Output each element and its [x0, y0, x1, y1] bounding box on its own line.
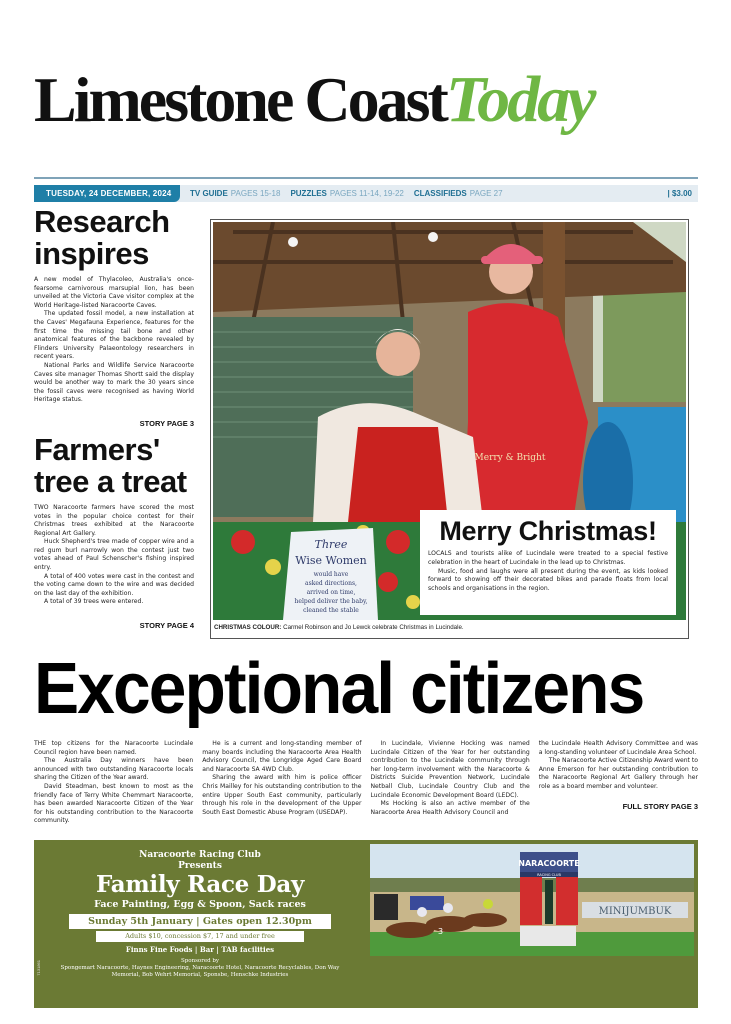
edition-nav-strip [34, 185, 698, 202]
paragraph: Music, food and laughs were all present during the event, as kids looked forward to showing off their decorated bikes and parade floats from local schools and organisations in the region. [428, 567, 668, 593]
nav-pages: PAGES 15-18 [230, 189, 281, 198]
caption-text: Carmel Robinson and Jo Lewck celebrate Christmas in Lucindale. [281, 624, 464, 631]
story-page-link[interactable]: STORY PAGE 4 [139, 621, 194, 631]
cover-price: | $3.00 [667, 189, 692, 198]
svg-text:NARACOORTE: NARACOORTE [518, 859, 580, 868]
ad-presents: Presents [178, 861, 222, 871]
nav-item-puzzles[interactable] [290, 189, 403, 198]
ad-club-name: Naracoorte Racing Club [139, 850, 261, 860]
paragraph: TWO Naracoorte farmers have scored the most votes in the popular choice contest for their Christmas trees exhibited at the Naracoorte Regional Art Gallery. [34, 503, 194, 537]
svg-text:3: 3 [438, 927, 444, 936]
svg-text:Three: Three [314, 538, 348, 551]
paragraph: The Australia Day winners have been announced with two outstanding Naracoorte locals sharing the Citizen of the Year award. [34, 757, 194, 782]
story-headline[interactable]: Farmers' tree a treat [34, 431, 187, 499]
story-page-link[interactable]: STORY PAGE 3 [139, 418, 194, 428]
svg-text:arrived on time,: arrived on time, [306, 589, 356, 596]
paragraph: THE top citizens for the Naracoorte Lucindale Council region have been named. [34, 740, 194, 756]
story-body [34, 276, 194, 405]
nav-label: CLASSIFIEDS [413, 189, 467, 198]
nav-item-tv-guide[interactable] [190, 189, 280, 198]
ad-sponsors-list: Spongemart Naracoorte, Haynes Engineering, Naracoorte Hotel, Naracoorte Recyclables, Don Way Memorial, Bob Wehrt Memorial, Sponsbe, Henschke Industries [60, 965, 340, 978]
svg-text:RACING CLUB: RACING CLUB [537, 873, 561, 877]
masthead-divider [34, 177, 698, 179]
paragraph: He is a current and long-standing member of many boards including the Naracoorte Area Health Advisory Council, the Longridge Aged Care Board and Naracoorte SA 4WD Club. [202, 740, 362, 773]
svg-text:Merry & Bright: Merry & Bright [474, 453, 546, 463]
nav-pages: PAGE 27 [469, 189, 503, 198]
race-day-advertisement[interactable] [34, 840, 698, 1008]
paragraph: In Lucindale, Vivienne Hocking was named Lucindale Citizen of the Year for her outstanding contribution to the Lucindale community through her long-term involvement with the Naracoorte & Districts Suicide Prevention Network, Lucindale Netball Club, Lucindale Country Club and the Lucindale Economic Development Board (LEDC). [370, 740, 530, 799]
paragraph: A total of 400 votes were cast in the contest and the voting came down to the wire and was decided on the last day of the exhibition. [34, 572, 194, 597]
race-photo [370, 844, 694, 956]
lead-headline[interactable]: Exceptional citizens [34, 649, 644, 729]
paragraph: A new model of Thylacoleo, Australia's once-fearsome carnivorous marsupial lion, has been unveiled at the Victoria Cave visitor complex at the World Heritage-listed Naracoorte Caves. [34, 276, 194, 309]
paragraph: National Parks and Wildlife Service Naracoorte Caves site manager Thomas Shortt said the display would be another way to mark the 30 years since the fossil caves were recognised as having World Heritage status. [34, 361, 194, 404]
paragraph: LOCALS and tourists alike of Lucindale were treated to a special festive celebration in the heart of Lucindale in the lead up to Christmas. [428, 550, 668, 566]
feature-overlay-box [420, 510, 676, 615]
paragraph: The updated fossil model, a new installation at the Caves' Megafauna Experience, features for the first time the missing tail bone and other anatomical features of the backbone revealed by Flinders University Palaeontology researchers in recent years. [34, 310, 194, 361]
masthead-title-accent: Today [445, 63, 594, 136]
paragraph: Ms Hocking is also an active member of the Naracoorte Area Health Advisory Council and [370, 800, 530, 816]
ad-code: 7131861 [36, 960, 41, 976]
svg-text:would have: would have [313, 571, 349, 578]
ad-date-line: Sunday 5th January | Gates open 12.30pm [69, 914, 331, 929]
paragraph: Huck Shepherd's tree made of copper wire and a red gum burl narrowly won the contest just two votes ahead of Paul Schenscher's fishing inspired entry. [34, 538, 194, 572]
masthead-title-main: Limestone Coast [34, 64, 446, 135]
nav-item-classifieds[interactable] [414, 189, 503, 198]
photo-caption [214, 624, 464, 631]
ad-activities: Face Painting, Egg & Spoon, Sack races [94, 899, 306, 910]
left-column [34, 206, 194, 630]
paragraph: A total of 39 trees were entered. [44, 598, 144, 606]
svg-text:cleaned the stable: cleaned the stable [303, 607, 359, 614]
nav-label: PUZZLES [290, 189, 327, 198]
feature-body [428, 550, 668, 594]
race-illustration [370, 844, 694, 956]
lead-column-3 [371, 740, 530, 826]
lead-column-4 [539, 740, 698, 826]
paragraph: the Lucindale Health Advisory Committee and was a long-standing volunteer of Lucindale Area School. [538, 740, 698, 756]
story-headline[interactable]: Research inspires [34, 204, 170, 271]
ad-text-panel [34, 840, 366, 1008]
ad-facilities: Finns Fine Foods | Bar | TAB facilities [125, 945, 275, 954]
paragraph: Sharing the award with him is police officer Chris Mailley for his outstanding contribution to the entire Upper South East community, particularly through his role in the development of the Upper South East Domestic Abuse Program (USEDAP). [202, 774, 362, 816]
svg-text:helped deliver the baby,: helped deliver the baby, [294, 598, 368, 605]
masthead-logo [34, 62, 704, 142]
svg-text:Wise Women: Wise Women [295, 554, 367, 567]
feature-headline[interactable]: Merry Christmas! [439, 516, 657, 546]
svg-text:asked directions,: asked directions, [305, 580, 357, 587]
story-body [34, 504, 194, 607]
ad-sponsored-by: Sponsored by [180, 958, 220, 964]
paragraph: The Naracoorte Active Citizenship Award went to Anne Emerson for her outstanding contribution to the Naracoorte Regional Art Gallery through her role as a board member and volunteer. [538, 757, 698, 790]
paragraph: David Steadman, best known to most as the friendly face of Terry White Chemmart Naracoorte, has been awarded Naracoorte Citizen of the Year for his outstanding contribution to the Naracoorte community. [34, 782, 194, 825]
nav-label: TV GUIDE [190, 189, 228, 198]
full-story-link[interactable]: FULL STORY PAGE 3 [622, 801, 698, 811]
caption-label: CHRISTMAS COLOUR: [214, 624, 282, 631]
nav-pages: PAGES 11-14, 19-22 [329, 189, 404, 198]
story-research [34, 206, 194, 428]
lead-column-1 [34, 740, 193, 826]
ad-title: Family Race Day [95, 871, 305, 898]
ad-price-line: Adults $10, concession $7, 17 and under free [96, 931, 304, 942]
edition-date: TUESDAY, 24 DECEMBER, 2024 [34, 185, 180, 202]
svg-text:MINIJUMBUK: MINIJUMBUK [598, 906, 672, 917]
lead-story-columns [34, 740, 698, 826]
story-farmers-tree [34, 431, 194, 631]
lead-column-2 [202, 740, 361, 826]
